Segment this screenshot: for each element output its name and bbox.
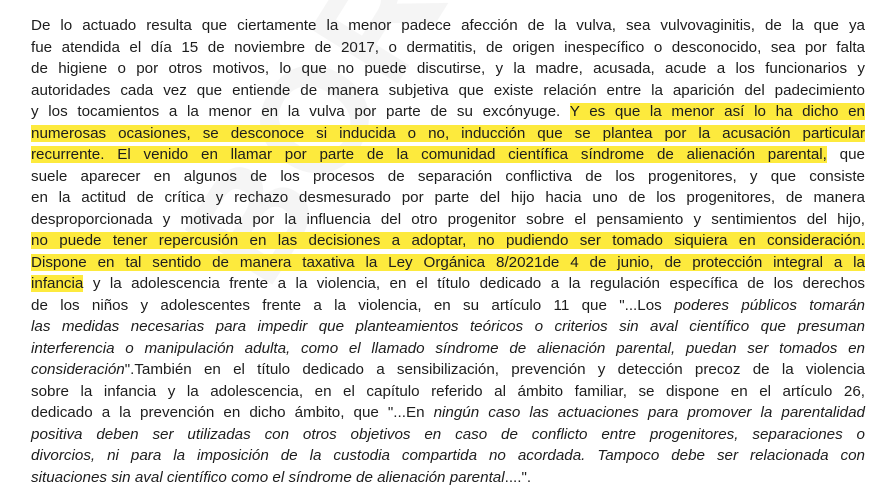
text-segment: ".También en el título dedicado a sensibilización, prevención y detección precoz de la violencia xyxy=(124,361,865,378)
highlighted-text: numerosas ocasiones, se desconoce si inducida o no, inducción que se plantea por la acusación particular xyxy=(31,124,865,142)
text-line xyxy=(31,187,865,208)
text-line xyxy=(31,58,865,79)
italic-quote-text: situaciones sin aval científico como el síndrome de alienación parental xyxy=(31,468,505,486)
italic-quote-text: las medidas necesarias para impedir que planteamientos teóricos o criterios sin aval científico que presuman xyxy=(31,318,865,335)
text-segment: y la adolescencia frente a la violencia, en el título dedicado a la regulación específica de los derechos xyxy=(83,275,865,292)
italic-quote-text: ningún caso las actuaciones para promover la parentalidad xyxy=(433,404,865,421)
highlighted-text: Dispone en tal sentido de manera taxativa la Ley Orgánica 8/2021de 4 de junio, de protección integral a la xyxy=(31,253,865,271)
text-line xyxy=(31,230,865,251)
italic-quote-text: consideración xyxy=(31,361,125,378)
text-line xyxy=(31,209,865,230)
text-line xyxy=(31,381,865,402)
text-line xyxy=(31,144,865,165)
highlighted-text: no puede tener repercusión en las decisiones a adoptar, no pudiendo ser tomado siquiera en consideración. xyxy=(31,232,865,249)
highlighted-text: infancia xyxy=(31,275,84,292)
text-line xyxy=(31,295,865,316)
text-line xyxy=(31,316,865,337)
text-segment: ....". xyxy=(504,468,532,486)
text-line xyxy=(31,101,865,122)
italic-quote-text: poderes públicos tomarán xyxy=(674,296,865,314)
text-segment: autoridades cada vez que entiende de manera subjetiva que existe relación entre la aparición del padecimiento xyxy=(31,81,865,99)
text-line xyxy=(31,338,865,359)
text-line xyxy=(31,402,865,423)
text-segment: de los niños y adolescentes frente a la violencia, en su artículo 11 que "...Los xyxy=(31,296,675,314)
text-line xyxy=(31,37,865,58)
text-line xyxy=(31,467,865,488)
text-line xyxy=(31,252,865,273)
text-segment: suele aparecer en algunos de los procesos de separación conflictiva de los progenitores, y que consiste xyxy=(31,167,865,185)
italic-quote-text: interferencia o manipulación adulta, como el llamado síndrome de alienación parental, puedan ser tomados en xyxy=(31,339,865,357)
text-segment: sobre la infancia y la adolescencia, en el capítulo referido al ámbito familiar, se dispone en el artículo 26, xyxy=(31,382,865,400)
text-segment: desproporcionada y motivada por la influencia del otro progenitor sobre el pensamiento y sentimientos del hijo, xyxy=(31,210,865,228)
text-line xyxy=(31,15,865,36)
text-line xyxy=(31,273,865,294)
highlighted-text: Y es que la menor así lo ha dicho en xyxy=(569,103,866,120)
text-line xyxy=(31,123,865,144)
text-line xyxy=(31,445,865,466)
text-segment: De lo actuado resulta que ciertamente la menor padece afección de la vulva, sea vulvovaginitis, de la que ya xyxy=(31,17,865,34)
text-segment: en la actitud de crítica y rechazo desmesurado por parte del hijo hacia uno de los progenitores, de manera xyxy=(31,189,865,206)
text-segment: fue atendida el día 15 de noviembre de 2017, o dermatitis, de origen inespecífico o desconocido, sea por falta xyxy=(31,38,865,56)
text-segment: dedicado a la prevención en dicho ámbito, que "...En xyxy=(31,404,434,421)
highlighted-text: recurrente. El venido en llamar por parte de la comunidad científica síndrome de alienación parental, xyxy=(31,146,827,163)
text-line xyxy=(31,166,865,187)
italic-quote-text: positiva deben ser utilizadas con otros objetivos en caso de conflicto entre progenitores, separaciones o xyxy=(31,425,865,443)
text-line xyxy=(31,424,865,445)
text-segment: de higiene o por otros motivos, lo que no puede discutirse, y la madre, acusada, acude a los funcionarios y xyxy=(31,60,865,77)
text-line xyxy=(31,80,865,101)
italic-quote-text: divorcios, ni para la imposición de la custodia compartida no acordada. Tampoco debe ser relacionada con xyxy=(31,447,865,464)
text-segment: que xyxy=(826,146,865,163)
text-line xyxy=(31,359,865,380)
text-segment: y los tocamientos a la menor en la vulva por parte de su excónyuge. xyxy=(31,103,570,120)
